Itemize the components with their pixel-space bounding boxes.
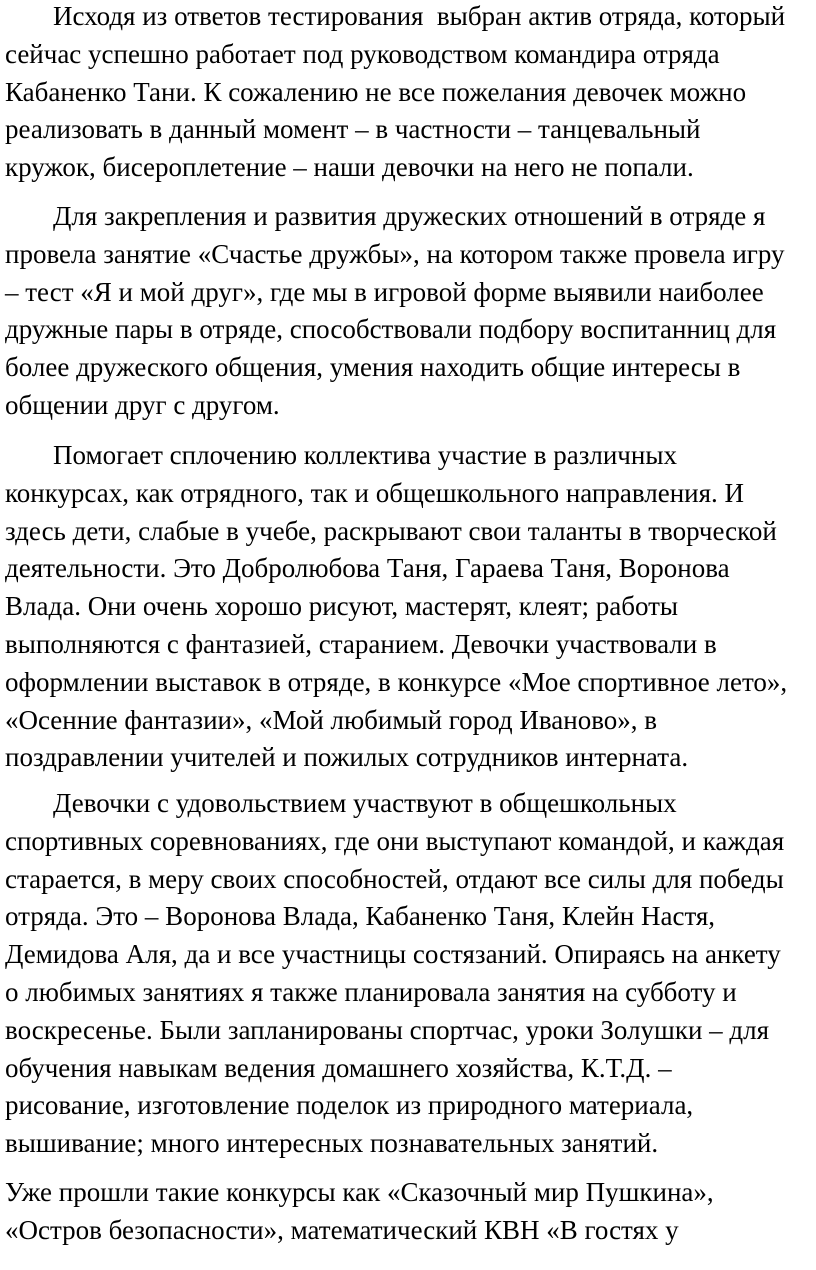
text-line: более дружеского общения, умения находить общие интересы в <box>5 352 741 383</box>
text-line: вышивание; много интересных познавательных занятий. <box>5 1128 659 1159</box>
text-line: деятельности. Это Добролюбова Таня, Гараева Таня, Воронова <box>5 553 730 584</box>
text-line: Помогает сплочению коллектива участие в различных <box>53 440 677 470</box>
text-line: Для закрепления и развития дружеских отношений в отряде я <box>53 201 766 231</box>
text-line: Девочки с удовольствием участвуют в общешкольных <box>53 788 677 818</box>
paragraph-activist-selection <box>5 0 813 187</box>
text-line: о любимых занятиях я также планировала занятия на субботу и <box>5 976 737 1007</box>
text-line: Уже прошли такие конкурсы как «Сказочный мир Пушкина», <box>5 1177 714 1207</box>
text-line: обучения навыкам ведения домашнего хозяйства, К.Т.Д. – <box>5 1052 672 1083</box>
paragraph-contests <box>5 437 813 777</box>
text-line: «Осенние фантазии», «Мой любимый город Иваново», в <box>5 704 658 735</box>
text-line: – тест «Я и мой друг», где мы в игровой форме выявили наиболее <box>5 276 764 307</box>
text-line: Исходя из ответов тестирования выбран актив отряда, который <box>53 1 786 31</box>
paragraph-past-contests <box>5 1174 813 1250</box>
text-line: сейчас успешно работает под руководством командира отряда <box>5 38 720 69</box>
text-line: выполняются с фантазией, старанием. Девочки участвовали в <box>5 628 717 659</box>
text-line: здесь дети, слабые в учебе, раскрывают свои таланты в творческой <box>5 515 777 546</box>
text-line: поздравлении учителей и пожилых сотрудников интерната. <box>5 742 689 773</box>
text-line: общении друг с другом. <box>5 389 280 420</box>
paragraph-friendship-lesson <box>5 198 813 425</box>
text-line: «Остров безопасности», математический КВН «В гостях у <box>5 1214 679 1245</box>
text-line: отряда. Это – Воронова Влада, Кабаненко Таня, Клейн Настя, <box>5 901 716 932</box>
text-line: Демидова Аля, да и все участницы состязаний. Опираясь на анкету <box>5 939 781 970</box>
text-line: дружные пары в отряде, способствовали подбору воспитанниц для <box>5 314 777 345</box>
text-line: рисование, изготовление поделок из природного материала, <box>5 1090 694 1121</box>
text-line: кружок, бисероплетение – наши девочки на него не попали. <box>5 152 694 183</box>
text-line: Кабаненко Тани. К сожалению не все пожелания девочек можно <box>5 76 747 107</box>
paragraph-sports <box>5 785 813 1163</box>
text-line: конкурсах, как отрядного, так и общешкольного направления. И <box>5 477 745 508</box>
text-line: оформлении выставок в отряде, в конкурсе «Мое спортивное лето», <box>5 666 788 697</box>
text-line: воскресенье. Были запланированы спортчас, уроки Золушки – для <box>5 1014 770 1045</box>
text-line: старается, в меру своих способностей, отдают все силы для победы <box>5 863 784 894</box>
text-line: Влада. Они очень хорошо рисуют, мастерят, клеят; работы <box>5 591 679 622</box>
text-line: провела занятие «Счастье дружбы», на котором также провела игру <box>5 238 785 269</box>
text-line: реализовать в данный момент – в частности – танцевальный <box>5 114 701 145</box>
text-line: спортивных соревнованиях, где они выступают командой, и каждая <box>5 825 785 856</box>
